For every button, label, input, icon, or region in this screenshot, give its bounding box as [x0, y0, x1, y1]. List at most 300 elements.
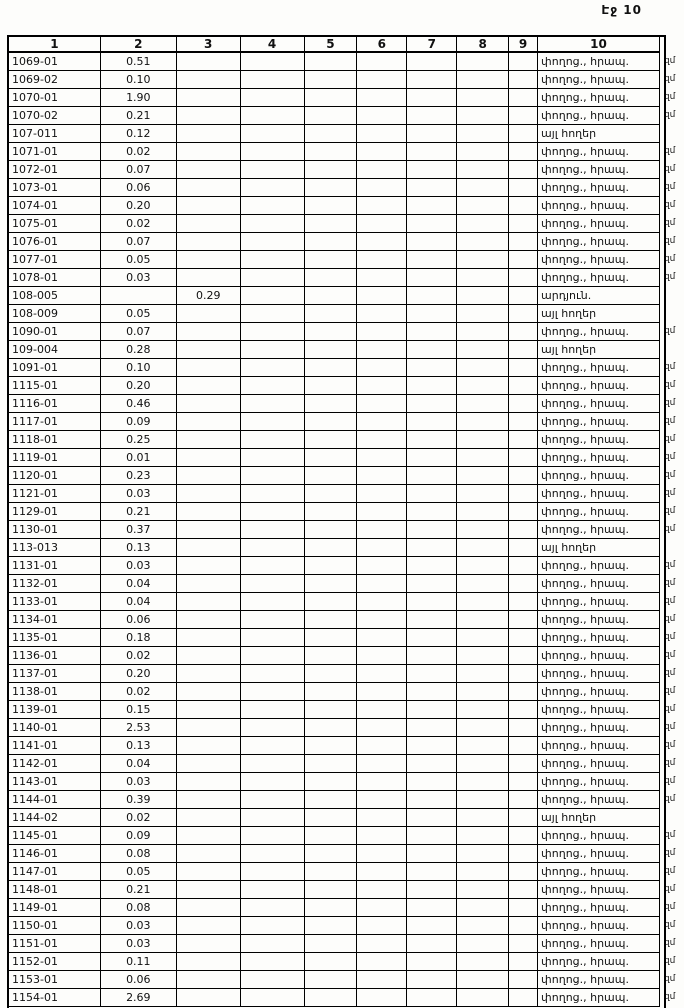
cell-land-use: փողոց., հրապ.	[538, 827, 660, 845]
cell-parcel-code: 1074-01	[9, 197, 101, 215]
cell-empty	[304, 845, 357, 863]
cell-empty	[357, 359, 407, 377]
cell-land-use: փողոց., հրապ.	[538, 953, 660, 971]
cell-parcel-code: 1151-01	[9, 935, 101, 953]
cell-area-value: 0.07	[100, 161, 176, 179]
cell-area-value: 0.02	[100, 215, 176, 233]
cell-empty	[509, 881, 538, 899]
cell-land-use: փողոց., հրապ.	[538, 503, 660, 521]
cell-empty	[457, 341, 509, 359]
cell-col3-value	[176, 935, 240, 953]
cell-empty	[509, 71, 538, 89]
column-header: 6	[357, 37, 407, 53]
cell-empty	[509, 287, 538, 305]
column-header: 4	[240, 37, 304, 53]
cell-land-use: փողոց., հրապ.	[538, 269, 660, 287]
cell-empty	[304, 917, 357, 935]
cell-col3-value	[176, 215, 240, 233]
cell-col3-value	[176, 125, 240, 143]
cell-empty	[457, 827, 509, 845]
margin-note: զմ	[663, 380, 676, 390]
cell-empty	[357, 197, 407, 215]
cell-empty	[407, 431, 457, 449]
cell-empty	[304, 215, 357, 233]
margin-note: զմ	[663, 776, 676, 786]
cell-empty	[457, 683, 509, 701]
cell-parcel-code: 1090-01	[9, 323, 101, 341]
column-header: 9	[509, 37, 538, 53]
cell-empty	[457, 773, 509, 791]
table-row	[9, 52, 684, 71]
cell-empty	[304, 809, 357, 827]
cell-empty	[457, 179, 509, 197]
cell-empty	[240, 52, 304, 71]
cell-col3-value	[176, 377, 240, 395]
cell-empty	[357, 161, 407, 179]
cell-col3-value	[176, 737, 240, 755]
cell-empty	[240, 521, 304, 539]
cell-empty	[457, 539, 509, 557]
cell-land-use: փողոց., հրապ.	[538, 755, 660, 773]
cell-empty	[240, 701, 304, 719]
cell-empty	[357, 683, 407, 701]
cell-empty	[240, 755, 304, 773]
table-body	[9, 52, 684, 1007]
cell-empty	[509, 395, 538, 413]
cell-area-value: 0.10	[100, 359, 176, 377]
cell-area-value: 0.03	[100, 557, 176, 575]
cell-empty	[457, 917, 509, 935]
cell-empty	[407, 503, 457, 521]
cell-area-value: 0.05	[100, 251, 176, 269]
cell-empty	[457, 161, 509, 179]
cell-empty	[407, 107, 457, 125]
cell-empty	[304, 467, 357, 485]
cell-empty	[304, 863, 357, 881]
margin-note: զմ	[663, 506, 676, 516]
margin-note: զմ	[663, 704, 676, 714]
cell-empty	[304, 179, 357, 197]
margin-note: զմ	[663, 272, 676, 282]
cell-land-use: փողոց., հրապ.	[538, 737, 660, 755]
cell-col3-value	[176, 665, 240, 683]
cell-land-use: փողոց., հրապ.	[538, 467, 660, 485]
cell-empty	[457, 737, 509, 755]
cell-col3-value	[176, 395, 240, 413]
cell-area-value: 0.20	[100, 665, 176, 683]
cell-empty	[457, 485, 509, 503]
table-row	[9, 647, 684, 665]
cell-parcel-code: 1069-02	[9, 71, 101, 89]
cell-empty	[457, 143, 509, 161]
cell-empty	[509, 89, 538, 107]
cell-empty	[240, 431, 304, 449]
cell-area-value: 0.08	[100, 899, 176, 917]
table-row	[9, 449, 684, 467]
cell-empty	[240, 503, 304, 521]
margin-note: զմ	[663, 920, 676, 930]
cell-empty	[509, 431, 538, 449]
cell-empty	[357, 863, 407, 881]
cell-empty	[357, 521, 407, 539]
column-header: 7	[407, 37, 457, 53]
cell-empty	[357, 215, 407, 233]
table-row	[9, 287, 684, 305]
cell-empty	[407, 359, 457, 377]
cell-empty	[407, 413, 457, 431]
cell-empty	[357, 575, 407, 593]
table-row	[9, 359, 684, 377]
cell-empty	[457, 89, 509, 107]
cell-parcel-code: 1146-01	[9, 845, 101, 863]
land-parcel-table	[8, 36, 684, 1007]
cell-empty	[240, 197, 304, 215]
margin-note: զմ	[663, 236, 676, 246]
cell-empty	[304, 107, 357, 125]
cell-empty	[509, 755, 538, 773]
cell-empty	[509, 377, 538, 395]
margin-note	[659, 287, 683, 305]
cell-empty	[407, 683, 457, 701]
cell-land-use: փողոց., հրապ.	[538, 917, 660, 935]
cell-empty	[357, 251, 407, 269]
cell-parcel-code: 1129-01	[9, 503, 101, 521]
cell-parcel-code: 108-005	[9, 287, 101, 305]
cell-land-use: փողոց., հրապ.	[538, 233, 660, 251]
cell-col3-value	[176, 359, 240, 377]
cell-area-value: 0.09	[100, 827, 176, 845]
cell-empty	[240, 71, 304, 89]
cell-empty	[407, 287, 457, 305]
table-row	[9, 557, 684, 575]
cell-area-value: 0.05	[100, 863, 176, 881]
margin-note: զմ	[663, 416, 676, 426]
column-header: 3	[176, 37, 240, 53]
cell-empty	[457, 899, 509, 917]
margin-note: զմ	[663, 55, 676, 66]
cell-parcel-code: 1137-01	[9, 665, 101, 683]
cell-area-value: 0.23	[100, 467, 176, 485]
margin-note: զմ	[663, 578, 676, 588]
header-row	[9, 37, 684, 53]
cell-empty	[304, 395, 357, 413]
cell-empty	[304, 485, 357, 503]
table-row	[9, 431, 684, 449]
cell-empty	[240, 341, 304, 359]
cell-empty	[457, 647, 509, 665]
cell-empty	[457, 953, 509, 971]
cell-land-use: փողոց., հրապ.	[538, 773, 660, 791]
cell-area-value: 0.28	[100, 341, 176, 359]
cell-area-value: 0.25	[100, 431, 176, 449]
cell-empty	[240, 305, 304, 323]
margin-note: զմ	[663, 254, 676, 264]
column-header: 2	[100, 37, 176, 53]
cell-area-value: 0.21	[100, 107, 176, 125]
table-row	[9, 341, 684, 359]
cell-empty	[240, 143, 304, 161]
cell-empty	[407, 467, 457, 485]
column-header: 8	[457, 37, 509, 53]
cell-empty	[407, 143, 457, 161]
cell-land-use: փողոց., հրապ.	[538, 359, 660, 377]
cell-col3-value	[176, 143, 240, 161]
cell-area-value: 0.02	[100, 683, 176, 701]
column-header: 10	[538, 37, 660, 53]
table-row	[9, 395, 684, 413]
cell-col3-value	[176, 683, 240, 701]
cell-parcel-code: 109-004	[9, 341, 101, 359]
table-row	[9, 377, 684, 395]
cell-empty	[509, 989, 538, 1007]
cell-empty	[357, 917, 407, 935]
cell-empty	[240, 251, 304, 269]
table-row	[9, 503, 684, 521]
cell-empty	[407, 395, 457, 413]
cell-empty	[457, 863, 509, 881]
table-row	[9, 683, 684, 701]
cell-empty	[304, 629, 357, 647]
cell-empty	[457, 107, 509, 125]
cell-empty	[457, 845, 509, 863]
cell-empty	[457, 251, 509, 269]
table-row	[9, 197, 684, 215]
cell-col3-value	[176, 503, 240, 521]
table-row	[9, 863, 684, 881]
cell-empty	[407, 971, 457, 989]
cell-parcel-code: 113-013	[9, 539, 101, 557]
cell-empty	[304, 71, 357, 89]
cell-empty	[407, 377, 457, 395]
cell-empty	[457, 359, 509, 377]
cell-col3-value	[176, 989, 240, 1007]
cell-land-use: այլ հողեր	[538, 809, 660, 827]
table-row	[9, 521, 684, 539]
cell-empty	[457, 755, 509, 773]
cell-col3-value	[176, 305, 240, 323]
cell-empty	[304, 503, 357, 521]
cell-parcel-code: 1143-01	[9, 773, 101, 791]
cell-land-use: փողոց., հրապ.	[538, 521, 660, 539]
cell-empty	[509, 125, 538, 143]
cell-empty	[240, 593, 304, 611]
cell-empty	[457, 701, 509, 719]
cell-empty	[240, 215, 304, 233]
cell-empty	[509, 917, 538, 935]
cell-area-value: 0.02	[100, 143, 176, 161]
cell-land-use: փողոց., հրապ.	[538, 935, 660, 953]
cell-area-value: 0.07	[100, 233, 176, 251]
cell-empty	[357, 665, 407, 683]
cell-parcel-code: 1069-01	[9, 52, 101, 71]
cell-parcel-code: 1076-01	[9, 233, 101, 251]
cell-land-use: փողոց., հրապ.	[538, 431, 660, 449]
cell-area-value: 0.12	[100, 125, 176, 143]
cell-empty	[457, 269, 509, 287]
cell-land-use: փողոց., հրապ.	[538, 197, 660, 215]
cell-land-use: փողոց., հրապ.	[538, 701, 660, 719]
cell-col3-value	[176, 827, 240, 845]
cell-empty	[240, 269, 304, 287]
cell-parcel-code: 1152-01	[9, 953, 101, 971]
cell-empty	[509, 359, 538, 377]
cell-empty	[509, 701, 538, 719]
cell-parcel-code: 1077-01	[9, 251, 101, 269]
cell-empty	[304, 359, 357, 377]
cell-empty	[509, 809, 538, 827]
cell-empty	[357, 971, 407, 989]
cell-empty	[304, 431, 357, 449]
table-row	[9, 593, 684, 611]
cell-col3-value	[176, 449, 240, 467]
margin-header-spacer	[659, 37, 683, 53]
cell-empty	[457, 809, 509, 827]
cell-area-value: 0.09	[100, 413, 176, 431]
cell-empty	[304, 161, 357, 179]
cell-land-use: փողոց., հրապ.	[538, 215, 660, 233]
cell-empty	[457, 629, 509, 647]
margin-note	[659, 125, 683, 143]
cell-empty	[509, 305, 538, 323]
cell-parcel-code: 1133-01	[9, 593, 101, 611]
cell-empty	[357, 701, 407, 719]
cell-col3-value	[176, 647, 240, 665]
cell-col3-value	[176, 52, 240, 71]
cell-parcel-code: 1118-01	[9, 431, 101, 449]
cell-empty	[357, 881, 407, 899]
cell-empty	[240, 953, 304, 971]
margin-note: զմ	[663, 218, 676, 228]
cell-area-value: 0.04	[100, 575, 176, 593]
cell-empty	[357, 845, 407, 863]
cell-empty	[407, 305, 457, 323]
cell-empty	[509, 575, 538, 593]
cell-empty	[407, 593, 457, 611]
cell-col3-value	[176, 899, 240, 917]
cell-empty	[357, 89, 407, 107]
cell-empty	[240, 557, 304, 575]
cell-empty	[457, 233, 509, 251]
cell-empty	[304, 521, 357, 539]
cell-empty	[304, 881, 357, 899]
cell-land-use: փողոց., հրապ.	[538, 179, 660, 197]
cell-col3-value	[176, 467, 240, 485]
table-row	[9, 233, 684, 251]
margin-note: զմ	[663, 848, 676, 858]
cell-empty	[457, 449, 509, 467]
cell-empty	[357, 107, 407, 125]
cell-col3-value	[176, 593, 240, 611]
table-row	[9, 305, 684, 323]
cell-empty	[509, 827, 538, 845]
cell-empty	[457, 521, 509, 539]
cell-parcel-code: 1073-01	[9, 179, 101, 197]
cell-area-value: 0.02	[100, 809, 176, 827]
cell-area-value: 0.13	[100, 737, 176, 755]
cell-empty	[304, 737, 357, 755]
cell-col3-value	[176, 773, 240, 791]
cell-empty	[357, 827, 407, 845]
cell-empty	[457, 395, 509, 413]
cell-parcel-code: 1070-02	[9, 107, 101, 125]
cell-area-value: 0.04	[100, 755, 176, 773]
cell-empty	[457, 287, 509, 305]
cell-col3-value	[176, 575, 240, 593]
cell-empty	[457, 791, 509, 809]
cell-empty	[509, 449, 538, 467]
cell-empty	[509, 971, 538, 989]
cell-empty	[407, 341, 457, 359]
cell-col3-value	[176, 809, 240, 827]
cell-empty	[357, 233, 407, 251]
margin-note: զմ	[663, 650, 676, 660]
cell-empty	[457, 557, 509, 575]
margin-note: զմ	[663, 434, 676, 444]
cell-empty	[509, 161, 538, 179]
cell-empty	[407, 197, 457, 215]
cell-land-use: փողոց., հրապ.	[538, 611, 660, 629]
cell-empty	[407, 125, 457, 143]
cell-empty	[509, 737, 538, 755]
cell-empty	[509, 593, 538, 611]
cell-land-use: այլ հողեր	[538, 305, 660, 323]
cell-empty	[240, 683, 304, 701]
margin-note	[659, 341, 683, 359]
table-row	[9, 953, 684, 971]
cell-empty	[304, 233, 357, 251]
margin-note: զմ	[663, 830, 676, 840]
cell-empty	[304, 701, 357, 719]
cell-parcel-code: 1140-01	[9, 719, 101, 737]
cell-land-use: փողոց., հրապ.	[538, 575, 660, 593]
cell-parcel-code: 1154-01	[9, 989, 101, 1007]
cell-empty	[304, 287, 357, 305]
cell-empty	[357, 305, 407, 323]
cell-land-use: փողոց., հրապ.	[538, 161, 660, 179]
cell-col3-value	[176, 197, 240, 215]
cell-area-value: 0.03	[100, 917, 176, 935]
cell-empty	[240, 665, 304, 683]
table-row	[9, 71, 684, 89]
cell-empty	[457, 323, 509, 341]
cell-empty	[509, 935, 538, 953]
cell-col3-value	[176, 485, 240, 503]
table-row	[9, 809, 684, 827]
cell-col3-value	[176, 971, 240, 989]
cell-empty	[240, 377, 304, 395]
cell-empty	[457, 665, 509, 683]
table-row	[9, 899, 684, 917]
cell-empty	[357, 557, 407, 575]
cell-empty	[509, 215, 538, 233]
margin-note: զմ	[663, 470, 676, 480]
cell-empty	[509, 953, 538, 971]
margin-note: զմ	[663, 182, 676, 192]
cell-empty	[304, 89, 357, 107]
table-row	[9, 143, 684, 161]
cell-col3-value	[176, 845, 240, 863]
margin-note: զմ	[663, 902, 676, 912]
cell-empty	[407, 737, 457, 755]
cell-empty	[304, 251, 357, 269]
cell-land-use: փողոց., հրապ.	[538, 323, 660, 341]
cell-parcel-code: 1141-01	[9, 737, 101, 755]
table-row	[9, 665, 684, 683]
table-row	[9, 629, 684, 647]
cell-land-use: այլ հողեր	[538, 125, 660, 143]
cell-land-use: փողոց., հրապ.	[538, 845, 660, 863]
cell-area-value: 0.18	[100, 629, 176, 647]
